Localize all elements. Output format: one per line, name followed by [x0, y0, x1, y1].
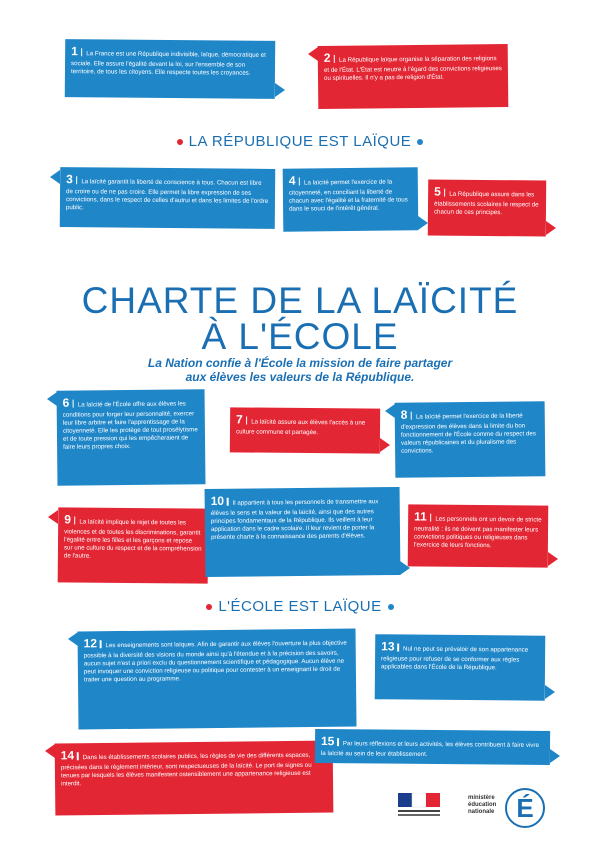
article-text: La République assure dans les établissements scolaires le respect de chacun de ces principes.	[433, 190, 539, 216]
article-card-5	[428, 179, 546, 236]
article-number: 4	[288, 173, 296, 188]
article-number: 12	[83, 636, 98, 651]
article-text: Nul ne peut se prévaloir de son appartenance religieuse pour refuser de se conformer aux règles applicables dans l'École de la République.	[380, 645, 529, 671]
article-card-11	[408, 504, 549, 567]
article-card-6	[57, 389, 206, 486]
e-logo-letter: É	[516, 793, 534, 823]
separator-bar	[72, 400, 74, 408]
section-title-ecole	[0, 598, 600, 615]
ribbon-fold	[385, 404, 395, 418]
article-card-15	[315, 729, 550, 765]
separator-bar	[333, 55, 335, 63]
ribbon-fold	[47, 392, 57, 406]
article-number: 11	[414, 509, 427, 524]
article-card-4	[283, 167, 419, 231]
separator-bar	[397, 643, 399, 651]
article-text: La laïcité assure aux élèves l'accès à une culture commune et partagée.	[235, 418, 366, 436]
logo-ministry-text	[468, 795, 508, 816]
logo-e-circle	[505, 788, 545, 828]
article-number: 7	[236, 412, 243, 427]
article-text: La République laïque organise la séparation des religions et de l'État. L'État est neutre à l'égard des convictions religieuses ou spirituelles. Il n'y a pas de religion d'État.	[323, 55, 502, 82]
article-number: 2	[323, 50, 331, 65]
ribbon-fold	[308, 47, 318, 61]
ribbon-fold	[545, 685, 555, 699]
red-dot-icon	[177, 139, 183, 145]
separator-bar	[227, 498, 229, 506]
separator-bar	[410, 412, 412, 420]
ribbon-fold	[550, 749, 560, 763]
article-number: 5	[434, 184, 441, 199]
article-card-7	[230, 407, 380, 453]
ministry-label: ministère éducation nationale	[468, 795, 497, 815]
red-dot-icon	[206, 604, 212, 610]
separator-bar	[337, 738, 339, 746]
ribbon-fold	[546, 221, 556, 235]
separator-bar	[76, 176, 78, 184]
ribbon-fold	[48, 510, 58, 524]
separator-bar	[74, 516, 76, 524]
ribbon-fold	[548, 552, 558, 566]
article-card-2	[318, 44, 509, 109]
subtitle-line2: aux élèves les valeurs de la République.	[185, 370, 415, 384]
page-title-line1: CHARTE DE LA LAÏCITÉ	[81, 280, 519, 321]
section-title-text: L'ÉCOLE EST LAÏQUE	[218, 598, 382, 615]
article-text: Par leurs réflexions et leurs activités, les élèves contribuent à faire vivre la laïcité au sein de leur établissement.	[320, 740, 539, 758]
article-text: La laïcité de l'École offre aux élèves les conditions pour forger leur personnalité, exercer leur libre arbitre et faire l'apprentissage de la citoyenneté. Elle les protège de tout prosélytisme et de toute pression qui les empêcheraient de faire leurs propres choix.	[62, 400, 198, 451]
article-card-9	[58, 507, 209, 583]
article-number: 8	[400, 407, 408, 422]
page-title-line2: À L'ÉCOLE	[201, 316, 399, 357]
blue-dot-icon	[417, 139, 423, 145]
article-card-12	[77, 629, 356, 730]
article-card-10	[205, 487, 401, 577]
separator-bar	[77, 752, 79, 760]
article-text: Il appartient à tous les personnels de transmettre aux élèves le sens et la valeur de la laïcité, ainsi que des autres principes fondamentaux de la République. Ils veillent à leur application dans le cadre scolaire. Il leur revient de porter la présente charte à la connaissance des parents d'élèves.	[210, 498, 379, 541]
article-text: La laïcité implique le rejet de toutes les violences et de toutes les discriminations, garantit l'égalité entre les filles et les garçons et repose sur une culture du respect et de la compréhension de l'autre.	[63, 518, 202, 560]
article-text: La laïcité permet l'exercice de la liberté d'expression des élèves dans la limite du bon fonctionnement de l'École comme du respect des valeurs républicaines et du pluralisme des convictions.	[400, 412, 536, 455]
separator-bar	[298, 178, 300, 186]
separator-bar	[246, 416, 248, 424]
article-card-1	[65, 39, 275, 99]
article-text: Les enseignements sont laïques. Afin de garantir aux élèves l'ouverture la plus objective possible à la diversité des visions du monde ainsi qu'à l'étendue et à la précision des savoirs, aucun sujet n'est a priori exclu du questionnement scientifique et pédagogique. Aucun élève ne peut invoquer une conviction religieuse ou politique pour contester à un enseignant le droit de traiter une question au programme.	[83, 639, 347, 684]
separator-bar	[430, 514, 432, 522]
article-card-13	[375, 634, 546, 700]
logo-marianne	[398, 793, 440, 819]
article-number: 1	[71, 44, 78, 59]
article-number: 13	[381, 639, 395, 654]
article-text: La laïcité garantit la liberté de conscience à tous. Chacun est libre de croire ou de ne pas croire. Elle permet la libre expression de ses convictions, dans le respect de celles d'autrui et dans les limites de l'ordre public.	[65, 178, 269, 211]
section-title-text: LA RÉPUBLIQUE EST LAÏQUE	[188, 133, 412, 150]
article-card-8	[395, 401, 546, 478]
section-title-republique	[0, 133, 600, 150]
ribbon-fold	[275, 83, 285, 97]
article-number: 14	[60, 748, 75, 763]
article-number: 15	[320, 734, 335, 749]
separator-bar	[81, 48, 83, 56]
article-number: 9	[64, 512, 71, 527]
separator-bar	[444, 189, 446, 197]
ribbon-fold	[418, 216, 428, 230]
article-text: Les personnels ont un devoir de stricte neutralité : ils ne doivent pas manifester leurs convictions politiques ou religieuses dans l'exercice de leurs fonctions.	[413, 515, 542, 549]
article-text: La laïcité permet l'exercice de la citoyenneté, en conciliant la liberté de chacun avec l'égalité et la fraternité de tous dans le souci de l'intérêt général.	[288, 178, 408, 213]
article-number: 3	[66, 172, 73, 187]
article-number: 10	[210, 493, 225, 508]
article-text: La France est une République indivisible, laïque, démocratique et sociale. Elle assure l'égalité devant la loi, sur l'ensemble de son territoire, de tous les citoyens. Elle respecte toutes les croyances.	[70, 50, 266, 77]
ribbon-fold	[50, 170, 60, 184]
marianne-icon	[398, 793, 440, 819]
blue-dot-icon	[388, 604, 394, 610]
article-text: Dans les établissements scolaires publics, les règles de vie des différents espaces, précisées dans le règlement intérieur, sont respectueuses de la laïcité. Le port de signes ou tenues par lesquels les élèves manifestent ostensiblement une appartenance religieuse est interdit.	[60, 751, 312, 788]
ribbon-fold	[45, 744, 55, 758]
ribbon-fold	[380, 438, 390, 452]
ribbon-fold	[68, 632, 78, 646]
separator-bar	[100, 640, 102, 648]
article-card-14	[55, 741, 334, 816]
article-card-3	[60, 167, 276, 229]
subtitle-line1: La Nation confie à l'École la mission de faire partager	[147, 356, 453, 370]
article-number: 6	[62, 395, 70, 410]
